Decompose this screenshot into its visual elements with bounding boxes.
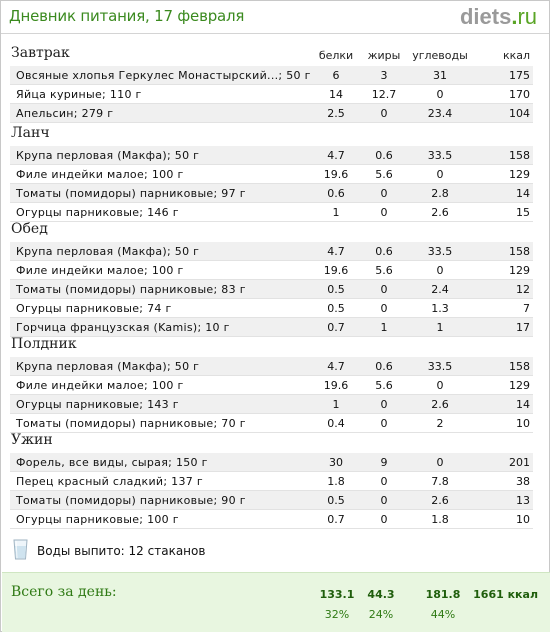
food-kcal: 14 — [516, 187, 530, 200]
food-row[interactable] — [10, 299, 533, 318]
food-protein: 2.5 — [327, 107, 345, 120]
food-fat: 5.6 — [375, 168, 393, 181]
food-fat: 9 — [380, 456, 388, 469]
food-protein: 0.6 — [327, 187, 345, 200]
food-protein: 6 — [332, 69, 340, 82]
food-protein: 1 — [332, 206, 340, 219]
food-fat: 1 — [380, 321, 388, 334]
food-protein: 0.7 — [327, 513, 345, 526]
food-kcal: 17 — [516, 321, 530, 334]
totals-label: Всего за день: — [11, 584, 117, 600]
meal-title: Обед — [11, 221, 48, 237]
meal-title: Полдник — [11, 336, 77, 352]
total-protein: 133.1 — [319, 588, 355, 601]
food-fat: 0 — [380, 107, 388, 120]
food-name: Огурцы парниковые; 143 г — [16, 398, 179, 411]
food-protein: 0.5 — [327, 494, 345, 507]
food-kcal: 158 — [509, 245, 530, 258]
food-carbs: 2.6 — [431, 494, 449, 507]
food-kcal: 15 — [516, 206, 530, 219]
food-name: Форель, все виды, сырая; 150 г — [16, 456, 208, 469]
food-protein: 0.7 — [327, 321, 345, 334]
food-kcal: 170 — [509, 88, 530, 101]
protein-percent: 32% — [324, 608, 350, 621]
food-fat: 0 — [380, 475, 388, 488]
water-text: Воды выпито: 12 стаканов — [37, 544, 206, 558]
food-row[interactable] — [10, 280, 533, 299]
column-header-carbs: углеводы — [412, 49, 468, 62]
food-fat: 3 — [380, 69, 388, 82]
food-fat: 0 — [380, 494, 388, 507]
food-protein: 19.6 — [323, 379, 349, 392]
food-protein: 30 — [329, 456, 343, 469]
food-kcal: 10 — [516, 513, 530, 526]
total-fat: 44.3 — [367, 588, 395, 601]
food-protein: 0.5 — [327, 283, 345, 296]
food-name: Томаты (помидоры) парниковые; 90 г — [16, 494, 246, 507]
total-carbs: 181.8 — [425, 588, 461, 601]
food-name: Филе индейки малое; 100 г — [16, 379, 184, 392]
food-fat: 0 — [380, 513, 388, 526]
food-protein: 4.7 — [327, 149, 345, 162]
food-name: Огурцы парниковые; 146 г — [16, 206, 179, 219]
daily-totals — [2, 572, 550, 632]
food-name: Яйца куриные; 110 г — [16, 88, 142, 101]
food-protein: 19.6 — [323, 168, 349, 181]
food-row[interactable] — [10, 203, 533, 222]
food-carbs: 33.5 — [427, 245, 453, 258]
food-row[interactable] — [10, 491, 533, 510]
food-kcal: 104 — [509, 107, 530, 120]
food-row[interactable] — [10, 104, 533, 123]
page-title: Дневник питания, 17 февраля — [9, 7, 245, 25]
row-divider — [10, 122, 533, 123]
food-row[interactable] — [10, 85, 533, 104]
food-name: Томаты (помидоры) парниковые; 97 г — [16, 187, 246, 200]
food-carbs: 2.8 — [431, 187, 449, 200]
food-name: Крупа перловая (Макфа); 50 г — [16, 360, 200, 373]
food-row[interactable] — [10, 395, 533, 414]
food-row[interactable] — [10, 453, 533, 472]
food-carbs: 0 — [436, 264, 444, 277]
food-carbs: 0 — [436, 379, 444, 392]
food-kcal: 129 — [509, 264, 530, 277]
food-carbs: 2.4 — [431, 283, 449, 296]
food-name: Огурцы парниковые; 74 г — [16, 302, 172, 315]
food-fat: 5.6 — [375, 379, 393, 392]
food-carbs: 2.6 — [431, 398, 449, 411]
food-carbs: 1 — [436, 321, 444, 334]
food-name: Филе индейки малое; 100 г — [16, 264, 184, 277]
food-row[interactable] — [10, 184, 533, 203]
food-row[interactable] — [10, 510, 533, 529]
meal-title: Ужин — [11, 432, 53, 448]
food-protein: 19.6 — [323, 264, 349, 277]
row-divider — [10, 432, 533, 433]
food-carbs: 0 — [436, 88, 444, 101]
meal-title: Ланч — [11, 125, 50, 141]
food-fat: 0 — [380, 283, 388, 296]
food-row[interactable] — [10, 165, 533, 184]
food-carbs: 31 — [433, 69, 447, 82]
food-protein: 4.7 — [327, 360, 345, 373]
food-kcal: 14 — [516, 398, 530, 411]
meal-title: Завтрак — [11, 45, 70, 61]
food-name: Томаты (помидоры) парниковые; 83 г — [16, 283, 246, 296]
food-kcal: 7 — [523, 302, 530, 315]
column-header-protein: белки — [318, 49, 354, 62]
row-divider — [10, 528, 533, 529]
food-protein: 4.7 — [327, 245, 345, 258]
water-glass-icon — [13, 539, 28, 560]
food-row[interactable] — [10, 261, 533, 280]
column-header-kcal: ккал — [502, 49, 530, 62]
food-row[interactable] — [10, 318, 533, 337]
food-kcal: 12 — [516, 283, 530, 296]
food-name: Горчица французская (Kamis); 10 г — [16, 321, 230, 334]
food-carbs: 0 — [436, 168, 444, 181]
food-kcal: 201 — [509, 456, 530, 469]
logo-tld: ru — [517, 4, 537, 29]
food-kcal: 175 — [509, 69, 530, 82]
carbs-percent: 44% — [430, 608, 456, 621]
fat-percent: 24% — [368, 608, 394, 621]
food-fat: 0.6 — [375, 149, 393, 162]
food-carbs: 1.8 — [431, 513, 449, 526]
site-logo[interactable] — [460, 4, 537, 30]
food-carbs: 33.5 — [427, 149, 453, 162]
food-carbs: 2 — [436, 417, 444, 430]
food-row[interactable] — [10, 242, 533, 261]
food-name: Крупа перловая (Макфа); 50 г — [16, 245, 200, 258]
row-divider — [10, 221, 533, 222]
food-name: Овсяные хлопья Геркулес Монастырский...; 50 г — [16, 69, 311, 82]
row-divider — [10, 336, 533, 337]
column-header-fat: жиры — [367, 49, 401, 62]
food-kcal: 158 — [509, 149, 530, 162]
food-row[interactable] — [10, 472, 533, 491]
food-name: Крупа перловая (Макфа); 50 г — [16, 149, 200, 162]
food-name: Огурцы парниковые; 100 г — [16, 513, 179, 526]
food-name: Перец красный сладкий; 137 г — [16, 475, 203, 488]
food-kcal: 38 — [516, 475, 530, 488]
food-fat: 12.7 — [371, 88, 397, 101]
food-carbs: 1.3 — [431, 302, 449, 315]
food-fat: 0 — [380, 398, 388, 411]
food-kcal: 129 — [509, 168, 530, 181]
food-row[interactable] — [10, 376, 533, 395]
food-fat: 0 — [380, 206, 388, 219]
food-row[interactable] — [10, 357, 533, 376]
food-kcal: 10 — [516, 417, 530, 430]
food-protein: 1.8 — [327, 475, 345, 488]
food-kcal: 158 — [509, 360, 530, 373]
food-carbs: 2.6 — [431, 206, 449, 219]
food-protein: 0.4 — [327, 417, 345, 430]
food-row[interactable] — [10, 146, 533, 165]
food-fat: 0.6 — [375, 360, 393, 373]
food-fat: 0 — [380, 187, 388, 200]
food-kcal: 129 — [509, 379, 530, 392]
food-row[interactable] — [10, 414, 533, 433]
food-fat: 0 — [380, 417, 388, 430]
food-fat: 0 — [380, 302, 388, 315]
food-row[interactable] — [10, 66, 533, 85]
water-summary — [13, 539, 313, 561]
food-fat: 0.6 — [375, 245, 393, 258]
total-kcal: 1661 ккал — [473, 588, 538, 601]
logo-main: diets — [459, 4, 512, 29]
food-protein: 14 — [329, 88, 343, 101]
food-carbs: 33.5 — [427, 360, 453, 373]
food-fat: 5.6 — [375, 264, 393, 277]
food-protein: 1 — [332, 398, 340, 411]
food-name: Апельсин; 279 г — [16, 107, 114, 120]
food-protein: 0.5 — [327, 302, 345, 315]
food-carbs: 0 — [436, 456, 444, 469]
food-name: Томаты (помидоры) парниковые; 70 г — [16, 417, 246, 430]
food-name: Филе индейки малое; 100 г — [16, 168, 184, 181]
header — [1, 1, 549, 34]
food-kcal: 13 — [516, 494, 530, 507]
logo-dot: . — [511, 4, 518, 29]
food-carbs: 7.8 — [431, 475, 449, 488]
food-carbs: 23.4 — [427, 107, 453, 120]
